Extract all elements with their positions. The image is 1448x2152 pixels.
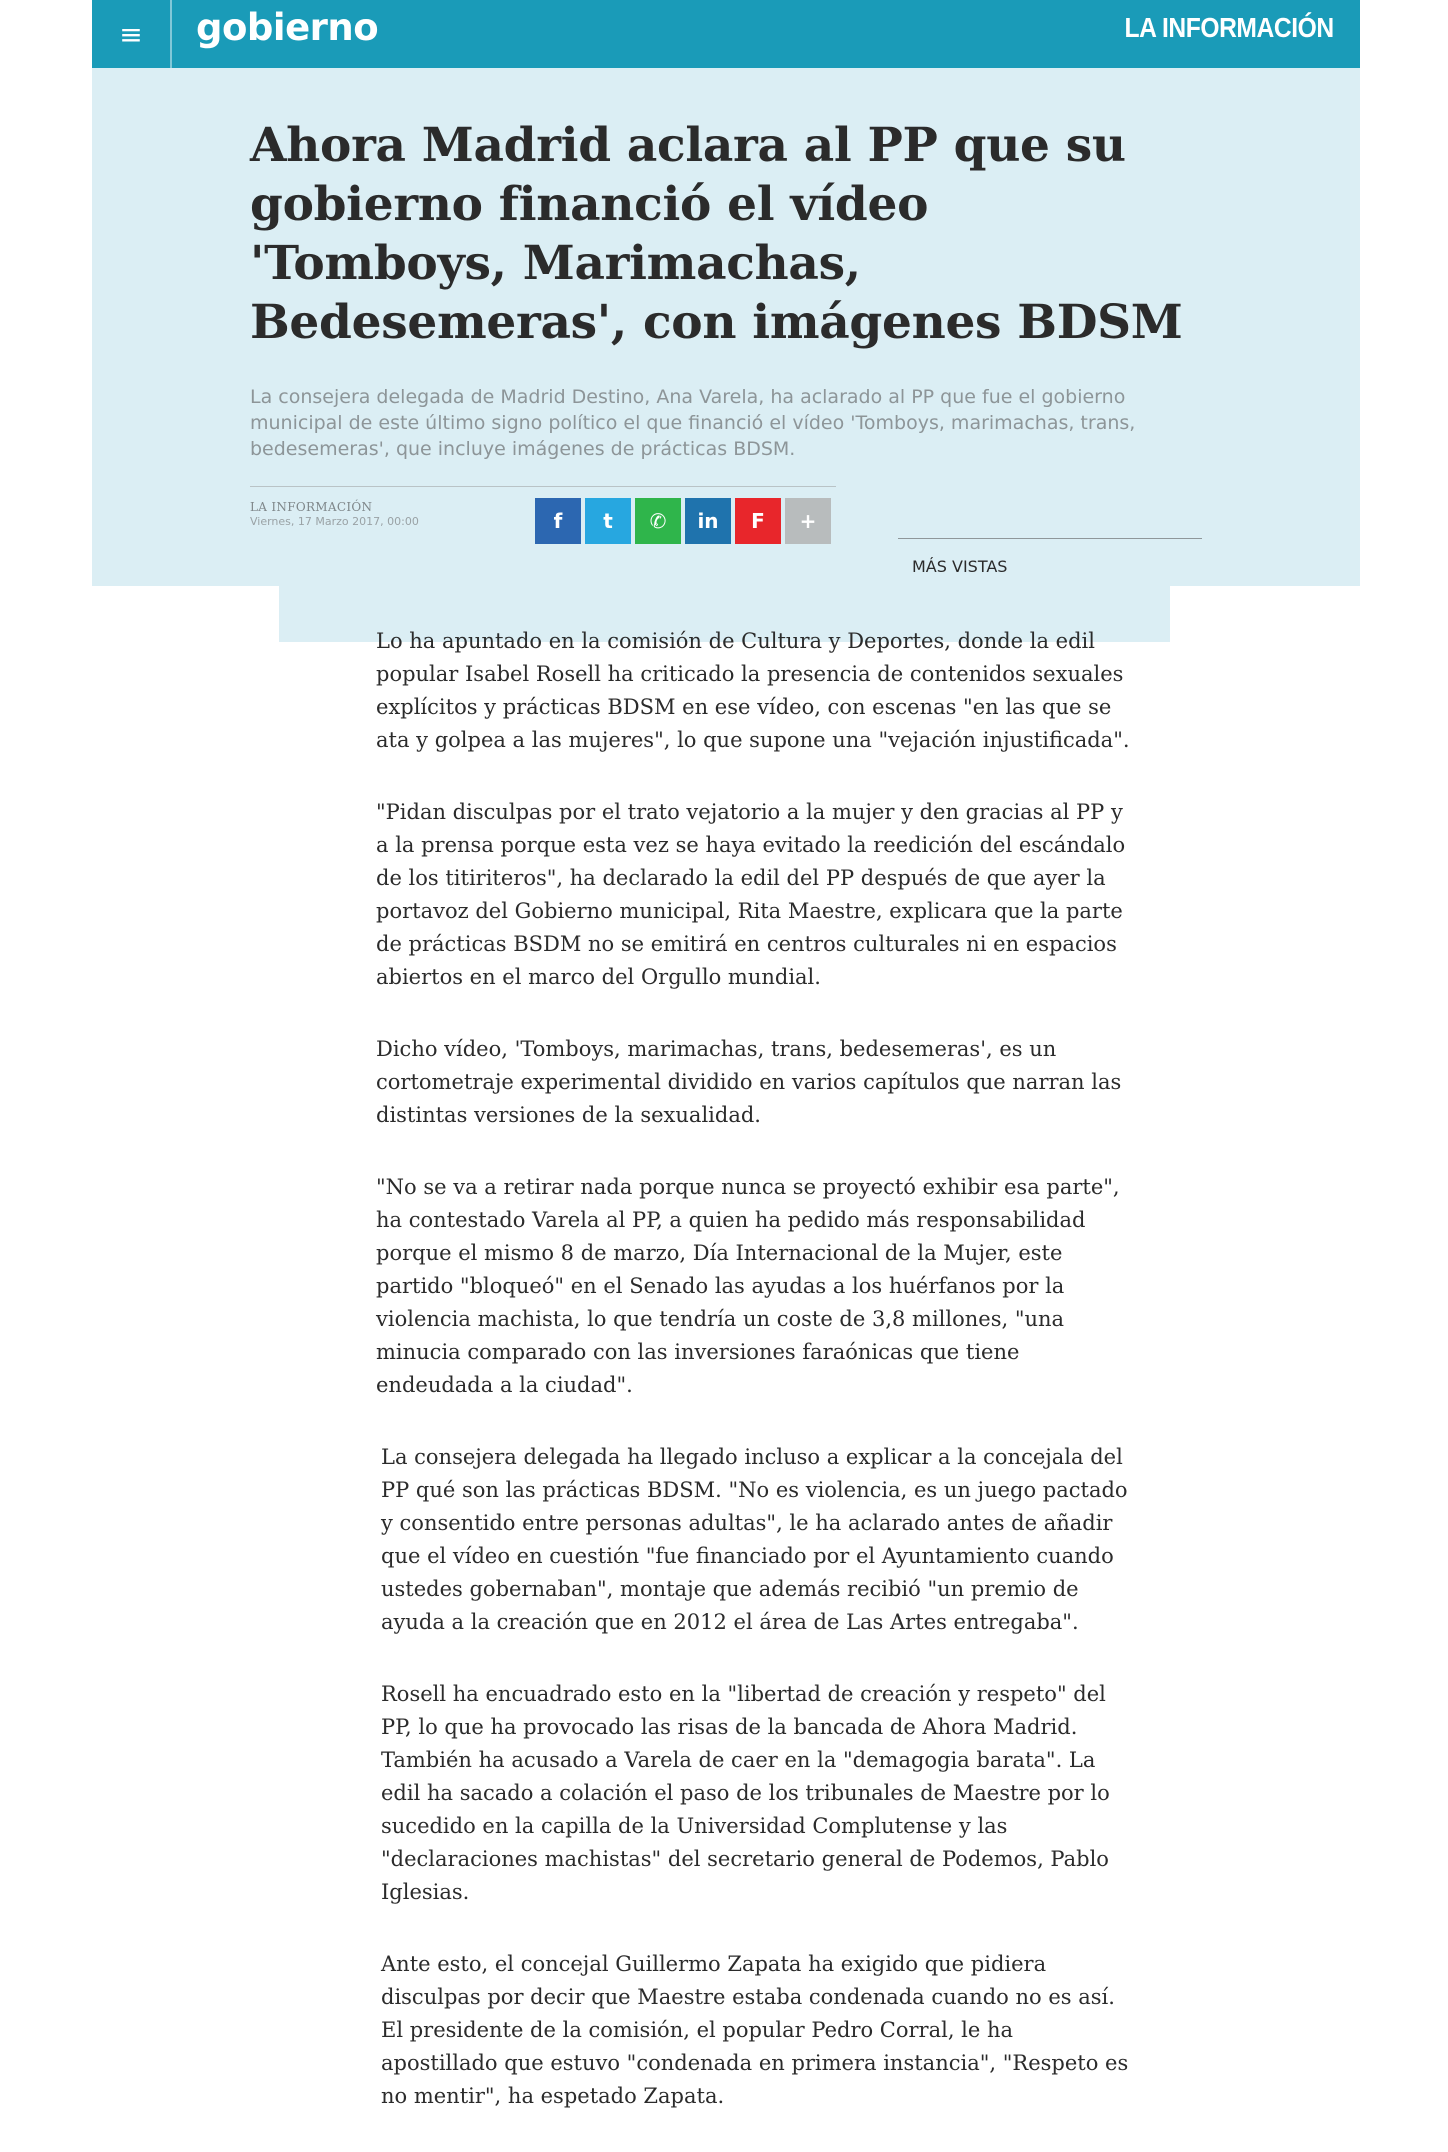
article-paragraph: Rosell ha encuadrado esto en la "libertad de creación y respeto" del PP, lo que ha provocado las risas de la bancada de Ahora Madrid. También ha acusado a Varela de caer en la "demagogia barata". La edil ha sacado a colación el paso de los tribunales de Maestre por lo sucedido en la capilla de la Universidad Complutense y las "declaraciones machistas" del secretario general de Podemos, Pablo Iglesias. <box>381 1682 1110 1904</box>
article-paragraph: La consejera delegada ha llegado incluso a explicar a la concejala del PP qué son las prácticas BDSM. "No es violencia, es un juego pactado y consentido entre personas adultas", le ha aclarado antes de añadir que el vídeo en cuestión "fue financiado por el Ayuntamiento cuando ustedes gobernaban", montaje que además recibió "un premio de ayuda a la creación que en 2012 el área de Las Artes entregaba". <box>381 1445 1128 1634</box>
section-title[interactable]: gobierno <box>196 6 379 49</box>
article-lead: La consejera delegada de Madrid Destino, Ana Varela, ha aclarado al PP que fue el gobierno municipal de este último signo político el que financió el vídeo 'Tomboys, marimachas, trans, bedesemeras', que incluye imágenes de prácticas BDSM. <box>250 386 1136 460</box>
article-paragraph: "No se va a retirar nada porque nunca se proyectó exhibir esa parte", ha contestado Varela al PP, a quien ha pedido más responsabilidad porque el mismo 8 de marzo, Día Internacional de la Mujer, este partido "bloqueó" en el Senado las ayudas a los huérfanos por la violencia machista, lo que tendría un coste de 3,8 millones, "una minucia comparado con las inversiones faraónicas que tiene endeudada a la ciudad". <box>376 1175 1120 1397</box>
hamburger-icon[interactable]: ≡ <box>92 0 172 68</box>
whatsapp-icon[interactable]: ✆ <box>635 498 681 544</box>
flipboard-icon[interactable]: F <box>735 498 781 544</box>
byline-source[interactable]: LA INFORMACIÓN <box>250 500 373 514</box>
brand-logo[interactable]: LA INFORMACIÓN <box>1124 12 1334 43</box>
top-bar <box>92 0 1360 68</box>
byline-divider <box>250 486 836 487</box>
byline-date: Viernes, 17 Marzo 2017, 00:00 <box>250 515 419 528</box>
article-paragraph: "Pidan disculpas por el trato vejatorio a la mujer y den gracias al PP y a la prensa porque esta vez se haya evitado la reedición del escándalo de los titiriteros", ha declarado la edil del PP después de que ayer la portavoz del Gobierno municipal, Rita Maestre, explicara que la parte de prácticas BSDM no se emitirá en centros culturales ni en espacios abiertos en el marco del Orgullo mundial. <box>376 800 1126 989</box>
most-viewed-divider <box>898 538 1202 539</box>
article-paragraph: Lo ha apuntado en la comisión de Cultura y Deportes, donde la edil popular Isabel Rosell ha criticado la presencia de contenidos sexuales explícitos y prácticas BDSM en ese vídeo, con escenas "en las que se ata y golpea a las mujeres", lo que supone una "vejación injustificada". <box>376 629 1130 752</box>
article-body <box>376 625 1136 2152</box>
twitter-icon[interactable]: t <box>585 498 631 544</box>
linkedin-icon[interactable]: in <box>685 498 731 544</box>
article-paragraph: Dicho vídeo, 'Tomboys, marimachas, trans, bedesemeras', es un cortometraje experimental dividido en varios capítulos que narran las distintas versiones de la sexualidad. <box>376 1037 1122 1127</box>
more-share-icon[interactable]: + <box>785 498 831 544</box>
page-title: Ahora Madrid aclara al PP que su gobierno financió el vídeo 'Tomboys, Marimachas, Bedesemeras', con imágenes BDSM <box>250 118 1183 350</box>
article-paragraph: Ante esto, el concejal Guillermo Zapata ha exigido que pidiera disculpas por decir que Maestre estaba condenada cuando no es así. El presidente de la comisión, el popular Pedro Corral, le ha apostillado que estuvo "condenada en primera instancia", "Respeto es no mentir", ha espetado Zapata. <box>381 1952 1129 2108</box>
share-bar <box>535 498 831 544</box>
facebook-icon[interactable]: f <box>535 498 581 544</box>
most-viewed-heading[interactable]: MÁS VISTAS <box>912 557 1008 576</box>
